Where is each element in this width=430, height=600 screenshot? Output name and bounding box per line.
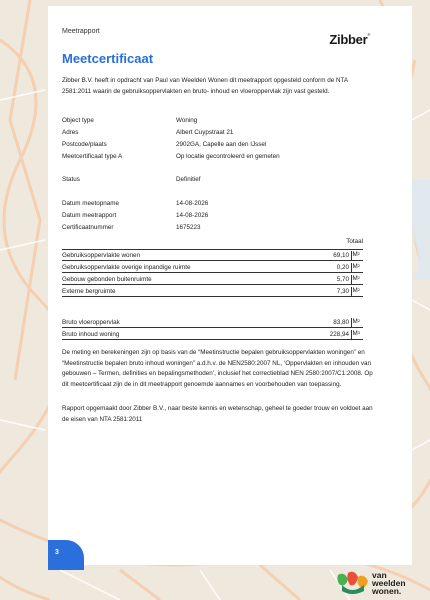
detail-key: Adres: [62, 129, 79, 136]
table-row: Gebruiksoppervlakte wonen 69,10 $M^2$: [62, 250, 363, 261]
van-weelden-wonen-logo: van weelden wonen.: [336, 569, 426, 597]
total-header: Totaal: [346, 238, 363, 245]
detail-key: Object type: [62, 117, 94, 124]
date-value: 14-08-2026: [176, 200, 209, 207]
certificate-number-key: Certificaatnummer: [62, 224, 114, 231]
leaf-logo-icon: [336, 569, 370, 595]
detail-value: Woning: [176, 117, 198, 124]
detail-value: Albert Cuypstraat 21: [176, 129, 234, 136]
detail-key: Meetcertificaat type A: [62, 153, 123, 160]
table-row: Gebouw gebonden buitenruimte 5,70 $M^2$: [62, 274, 363, 285]
date-key: Datum meetrapport: [62, 212, 117, 219]
certificate-number-value: 1675223: [176, 224, 201, 231]
detail-value: Op locatie gecontroleerd en gemeten: [176, 153, 280, 160]
detail-key: Postcode/plaats: [62, 141, 107, 148]
table-row-bruto: Bruto vloeroppervlak 83,80 $M^2$: [62, 317, 363, 328]
closing-paragraph: Rapport opgemaakt door Zibber B.V., naar beste kennis en wetenschap, geheel te goeder trouw en voldoet aan de eisen van NTA 2581:2011: [62, 405, 373, 423]
detail-value: 2902GA, Capelle aan den IJssel: [176, 141, 267, 148]
method-paragraph: De meting en berekeningen zijn op basis van de “Meetinstructie bepalen gebruiksoppervlakten woningen” en “Meetinstructie bepalen bruto inhoud woningen” a.d.h.v. de NEN2580:2007 NL, ‘Oppervlakten en inhouden van gebouwen – Termen, definities en bepalingsmethoden’, inclusief het correctieblad NEN 2580:2007/C1:2008. Op dit meetcertificaat zijn de in dit meetrapport genoemde aannames en voorbehouden van toepassing.: [62, 349, 373, 388]
page-number: 3: [55, 549, 59, 556]
zibber-logo: Zibber®: [329, 32, 370, 47]
document-page: [48, 6, 412, 565]
page-title: Meetcertificaat: [62, 51, 154, 66]
date-key: Datum meetopname: [62, 200, 120, 207]
report-header-label: Meetrapport: [62, 28, 100, 35]
page-number-badge: [55, 546, 84, 570]
status-key: Status: [62, 176, 80, 183]
table-row-bruto: Bruto inhoud woning 228,94 $M^3$: [62, 329, 363, 340]
table-row: Externe bergruimte 7,30 $M^2$: [62, 286, 363, 297]
table-row: Gebruiksoppervlakte overige inpandige ruimte 0,20 $M^2$: [62, 262, 363, 273]
status-value: Definitief: [176, 176, 201, 183]
date-value: 14-08-2026: [176, 212, 209, 219]
intro-text: Zibber B.V. heeft in opdracht van Paul van Weelden Wonen dit meetrapport opgesteld conform de NTA 2581:2011 waarin de gebruiksoppervlakten en bruto- inhoud en vloeroppervlak zijn vast gesteld.: [62, 77, 348, 95]
